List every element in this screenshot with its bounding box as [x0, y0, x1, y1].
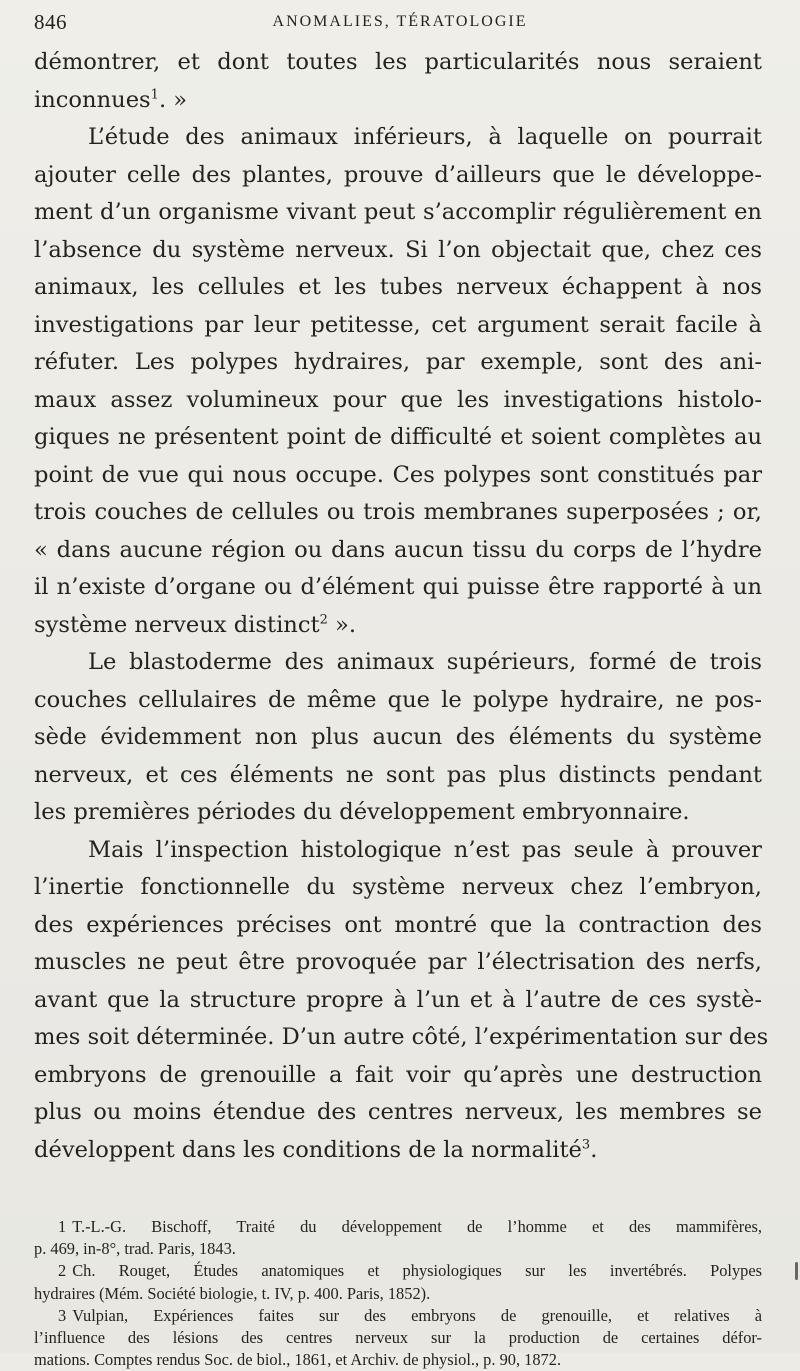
- text-tail: . »: [158, 86, 188, 113]
- footnote-line: mations. Comptes rendus Soc. de biol., 1861, et Archiv. de physiol., p. 90, 1872.: [34, 1350, 562, 1370]
- footnote-line: p. 469, in-8°, trad. Paris, 1843.: [34, 1239, 236, 1259]
- text-line: plus ou moins étendue des centres nerveux, les membres se: [34, 1099, 762, 1125]
- page-header: [34, 10, 766, 38]
- footnote: [34, 1216, 762, 1260]
- text-line: sède évidemment non plus aucun des éléments du système: [34, 724, 762, 750]
- footnote-ref: 3: [581, 1136, 591, 1152]
- text-line: développent dans les conditions de la normalité: [34, 1136, 582, 1163]
- text-line: mes soit déterminée. D’un autre côté, l’expérimentation sur des: [34, 1024, 769, 1050]
- paragraph: [34, 644, 762, 832]
- text-line: l’inertie fonctionnelle du système nerveux chez l’embryon,: [34, 874, 762, 900]
- text-line: les premières périodes du développement embryonnaire.: [34, 799, 690, 825]
- text-line-end: [34, 82, 762, 120]
- text-line: réfuter. Les polypes hydraires, par exemple, sont des ani-: [34, 349, 762, 375]
- footnote-line: [34, 1305, 762, 1327]
- text-line: maux assez volumineux pour que les investigations histolo-: [34, 386, 762, 413]
- text-line-end: [34, 607, 762, 645]
- text-line: giques ne présentent point de difficulté et soient complètes au: [34, 424, 762, 450]
- text-tail: ».: [327, 611, 357, 638]
- footnote-number: 2: [58, 1261, 67, 1281]
- text-line: couches cellulaires de même que le polype hydraire, ne pos-: [34, 686, 762, 713]
- text-line: il n’existe d’organe ou d’élément qui puisse être rapporté à un: [34, 574, 762, 600]
- scan-edge-mark: [795, 1262, 798, 1280]
- text-line: Mais l’inspection histologique n’est pas seule à prouver: [88, 836, 762, 863]
- footnote-text: Vulpian, Expériences faites sur des embryons de grenouille, et relatives à: [72, 1305, 762, 1325]
- text-line: l’absence du système nerveux. Si l’on objectait que, chez ces: [34, 236, 762, 263]
- text-line: nerveux, et ces éléments ne sont pas plus distincts pendant: [34, 761, 762, 788]
- text-line: L’étude des animaux inférieurs, à laquelle on pourrait: [88, 124, 762, 150]
- footnote-line: l’influence des lésions des centres nerveux sur la production de certaines défor-: [34, 1328, 762, 1348]
- paragraph: [34, 44, 762, 119]
- text-line: investigations par leur petitesse, cet argument serait facile à: [34, 311, 762, 338]
- footnote: [34, 1260, 762, 1304]
- text-line: point de vue qui nous occupe. Ces polypes sont constitués par: [34, 461, 762, 488]
- paragraph: [34, 832, 769, 1170]
- text-line: inconnues: [34, 86, 151, 113]
- body-text: [34, 44, 769, 1169]
- footnote-line: [34, 1260, 762, 1282]
- page-number: 846: [34, 10, 67, 34]
- text-line: embryons de grenouille a fait voir qu’après une destruction: [34, 1061, 762, 1088]
- footnote-line: hydraires (Mém. Société biologie, t. IV, p. 400. Paris, 1852).: [34, 1283, 431, 1303]
- text-line: trois couches de cellules ou trois membranes superposées ; or,: [34, 499, 762, 525]
- text-line: animaux, les cellules et les tubes nerveux échappent à nos: [34, 274, 762, 300]
- footnote-line: [34, 1216, 762, 1238]
- footnotes: [34, 1216, 762, 1371]
- footnote-text: T.-L.-G. Bischoff, Traité du développement de l’homme et des mammifères,: [72, 1217, 762, 1236]
- text-line: « dans aucune région ou dans aucun tissu du corps de l’hydre: [34, 536, 762, 563]
- footnote-number: 1: [58, 1217, 67, 1236]
- footnote-text: Ch. Rouget, Études anatomiques et physiologiques sur les invertébrés. Polypes: [72, 1261, 762, 1281]
- text-line: ment d’un organisme vivant peut s’accomplir régulièrement en: [34, 199, 762, 225]
- text-line: démontrer, et dont toutes les particularités nous seraient: [34, 49, 762, 75]
- footnote: [34, 1305, 762, 1371]
- footnote-number: 3: [58, 1305, 67, 1325]
- text-line-end: [34, 1132, 762, 1170]
- footnote-ref: 1: [150, 86, 159, 102]
- paragraph: [34, 119, 762, 644]
- text-line: système nerveux distinct: [34, 611, 320, 638]
- text-line: avant que la structure propre à l’un et à l’autre de ces systè-: [34, 986, 762, 1013]
- text-line: des expériences précises ont montré que la contraction des: [34, 911, 762, 938]
- text-line: muscles ne peut être provoquée par l’électrisation des nerfs,: [34, 949, 762, 975]
- text-line: ajouter celle des plantes, prouve d’ailleurs que le développe-: [34, 161, 762, 188]
- text-tail: .: [590, 1136, 598, 1163]
- footnote-ref: 2: [319, 611, 328, 627]
- text-line: Le blastoderme des animaux supérieurs, formé de trois: [88, 649, 762, 675]
- running-head: ANOMALIES, TÉRATOLOGIE: [272, 13, 528, 30]
